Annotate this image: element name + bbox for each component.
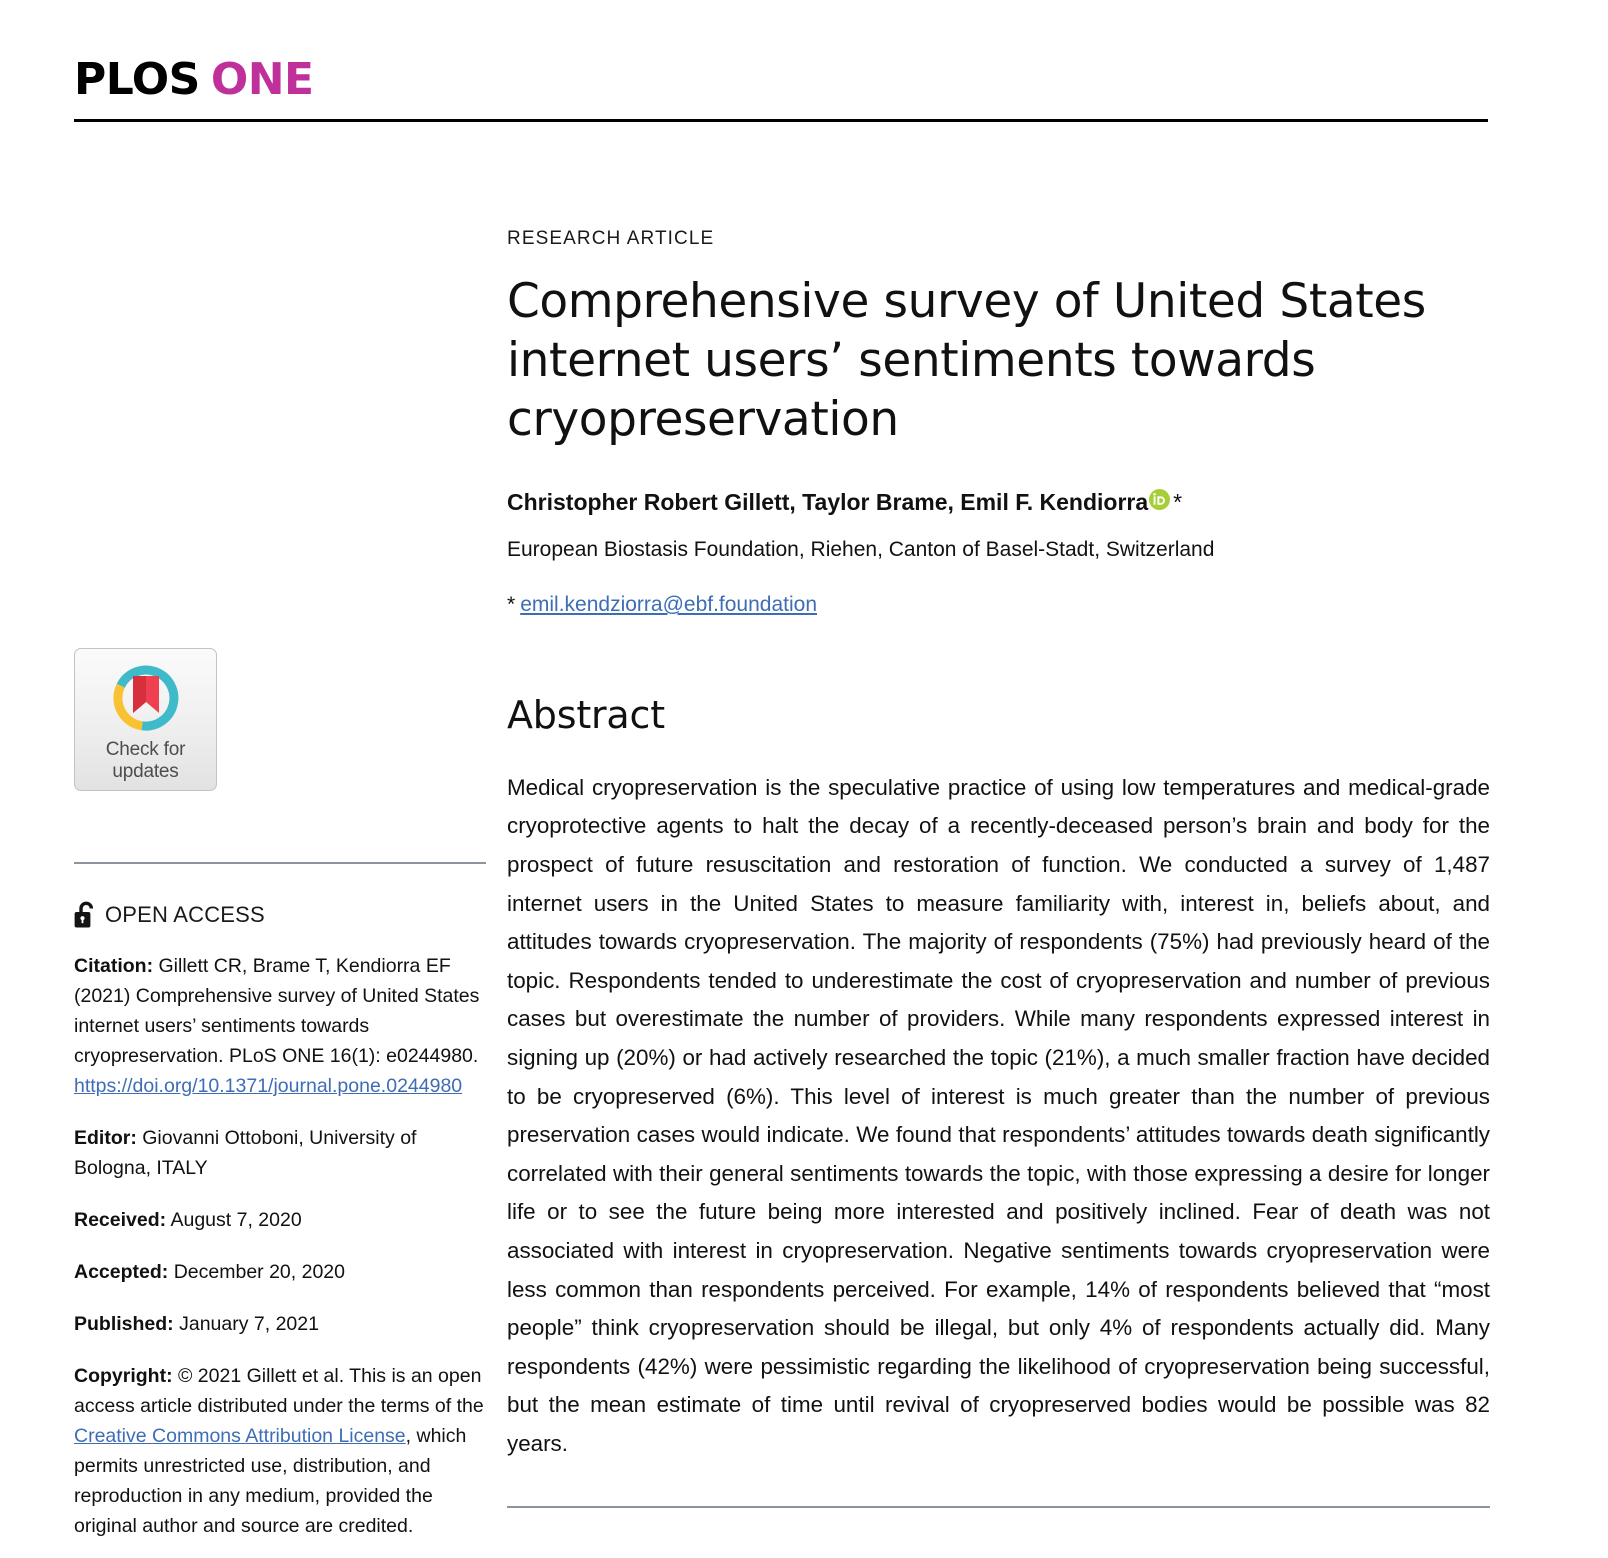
abstract-heading: Abstract: [507, 693, 665, 737]
citation-doi-link[interactable]: https://doi.org/10.1371/journal.pone.0244980: [74, 1075, 463, 1097]
crossmark-label: [106, 739, 186, 783]
open-lock-icon: [74, 900, 98, 929]
published-block: [74, 1309, 486, 1339]
logo-plos-text: PLOS: [74, 54, 200, 105]
copyright-text-after: , which permits unrestricted use, distribution, and reproduction in any medium, provided the original author and source are credited.: [74, 1425, 467, 1537]
editor-text: Giovanni Ottoboni, University of Bologna, ITALY: [74, 1127, 417, 1179]
journal-masthead: [74, 54, 1488, 122]
article-type-kicker: RESEARCH ARTICLE: [507, 228, 715, 249]
crossmark-label-line1: Check for: [105, 739, 186, 760]
crossmark-label-line2: updates: [112, 761, 179, 782]
received-block: [74, 1205, 486, 1235]
page-title: Comprehensive survey of United States internet users’ sentiments towards cryopreservation: [507, 274, 1426, 447]
crossmark-badge[interactable]: [74, 648, 217, 791]
logo-one-text: ONE: [210, 54, 314, 105]
published-text: January 7, 2021: [179, 1313, 319, 1335]
open-access-banner: [74, 900, 486, 929]
crossmark-badge-icon: [109, 661, 183, 735]
orcid-id-icon[interactable]: [1149, 487, 1170, 517]
copyright-text-before: © 2021 Gillett et al. This is an open access article distributed under the terms of the: [74, 1365, 484, 1417]
article-main: [507, 228, 1490, 1508]
accepted-block: [74, 1257, 486, 1287]
sidebar-divider: [74, 862, 486, 864]
corresponding-email-link[interactable]: emil.kendziorra@ebf.foundation: [520, 593, 818, 616]
corresponding-author-line: [507, 593, 1490, 617]
author-names: Christopher Robert Gillett, Taylor Brame, Emil F. Kendiorra: [507, 489, 1149, 515]
citation-text: Gillett CR, Brame T, Kendiorra EF (2021) Comprehensive survey of United States internet users’ sentiments towards cryopreservation. PLoS ONE 16(1): e0244980.: [74, 955, 480, 1067]
abstract-bottom-divider: [507, 1506, 1490, 1508]
masthead-divider: [74, 119, 1488, 122]
editor-block: [74, 1123, 486, 1183]
cc-license-link[interactable]: Creative Commons Attribution License: [74, 1425, 406, 1447]
copyright-block: [74, 1361, 486, 1541]
citation-label: Citation:: [74, 955, 154, 977]
plos-one-logo[interactable]: [74, 54, 1488, 105]
corresponding-star: *: [507, 593, 516, 616]
author-corresponding-marker: *: [1173, 489, 1183, 515]
copyright-label: Copyright:: [74, 1365, 173, 1387]
accepted-label: Accepted:: [74, 1261, 169, 1283]
published-label: Published:: [74, 1313, 174, 1335]
received-text: August 7, 2020: [170, 1209, 302, 1231]
open-access-label: OPEN ACCESS: [105, 901, 265, 927]
editor-label: Editor:: [74, 1127, 137, 1149]
citation-block: [74, 951, 486, 1101]
abstract-text: Medical cryopreservation is the speculative practice of using low temperatures and medical-grade cryoprotective agents to halt the decay of a recently-deceased person’s brain and body for the prospect of future resuscitation and restoration of function. We conducted a survey of 1,487 internet users in the United States to measure familiarity with, interest in, beliefs about, and attitudes towards cryopreservation. The majority of respondents (75%) had previously heard of the topic. Respondents tended to underestimate the cost of cryopreservation and number of previous cases but overestimate the number of providers. While many respondents expressed interest in signing up (20%) or had actively researched the topic (21%), a much smaller fraction have decided to be cryopreserved (6%). This level of interest is much greater than the number of previous preservation cases would indicate. We found that respondents’ attitudes towards death significantly correlated with their general sentiments towards the topic, with those expressing a desire for longer life or to see the future being more interested and positively inclined. Fear of death was not associated with interest in cryopreservation. Negative sentiments towards cryopreservation were less common than respondents perceived. For example, 14% of respondents believed that “most people” think cryopreservation should be illegal, but only 4% of respondents actually did. Many respondents (42%) were pessimistic regarding the likelihood of cryopreservation being successful, but the mean estimate of time until revival of cryopreserved bodies would be possible was 82 years.: [507, 774, 1490, 1456]
article-sidebar: [74, 648, 486, 1541]
accepted-text: December 20, 2020: [173, 1261, 345, 1283]
author-affiliation: European Biostasis Foundation, Riehen, Canton of Basel-Stadt, Switzerland: [507, 538, 1215, 561]
received-label: Received:: [74, 1209, 167, 1231]
author-list: [507, 487, 1490, 517]
